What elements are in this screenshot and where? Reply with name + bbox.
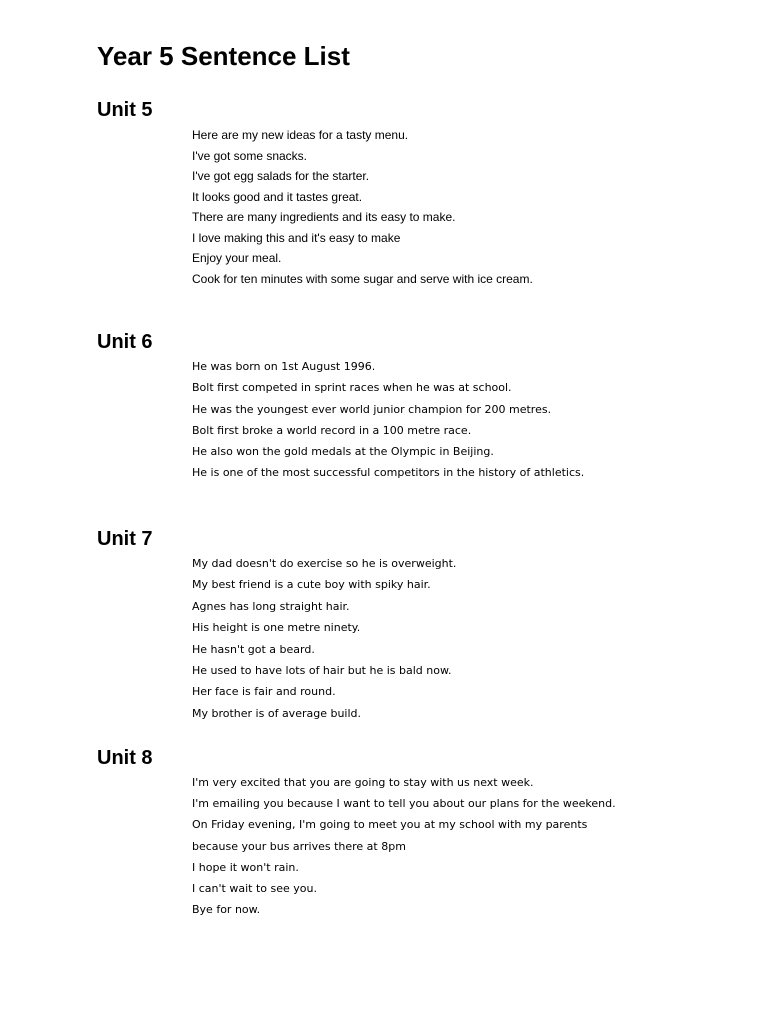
sentence: He also won the gold medals at the Olympic in Beijing. [192, 445, 494, 459]
sentence: I've got some snacks. [192, 148, 308, 163]
unit-7-heading: Unit 7 [97, 528, 153, 550]
sentence: He was born on 1st August 1996. [192, 360, 376, 373]
sentence: Cook for ten minutes with some sugar and serve with ice cream. [192, 271, 533, 286]
sentence: I hope it won't rain. [192, 860, 299, 874]
sentence: It looks good and it tastes great. [192, 189, 363, 204]
sentence: He was the youngest ever world junior champion for 200 metres. [192, 402, 552, 416]
sentence: There are many ingredients and its easy to make. [192, 210, 456, 224]
sentence: Bolt first broke a world record in a 100 metre race. [192, 423, 472, 437]
sentence: I've got egg salads for the starter. [192, 169, 370, 183]
sentence: My brother is of average build. [192, 706, 362, 720]
sentence: My dad doesn't do exercise so he is overweight. [192, 557, 457, 570]
sentence: Bolt first competed in sprint races when he was at school. [192, 381, 512, 395]
sentence: Her face is fair and round. [192, 685, 336, 699]
sentence: He is one of the most successful competitors in the history of athletics. [192, 466, 585, 480]
sentence: His height is one metre ninety. [192, 621, 361, 635]
sentence: He used to have lots of hair but he is bald now. [192, 664, 452, 678]
unit-6-sentence-list [192, 356, 584, 484]
sentence: I'm emailing you because I want to tell you about our plans for the weekend. [192, 797, 616, 811]
unit-5-sentence-list [192, 125, 533, 289]
unit-6-heading: Unit 6 [97, 331, 153, 353]
unit-8-sentence-list [192, 772, 616, 920]
sentence: I love making this and it's easy to make [192, 230, 401, 245]
sentence: I'm very excited that you are going to stay with us next week. [192, 776, 534, 789]
sentence: On Friday evening, I'm going to meet you at my school with my parents [192, 818, 588, 832]
page-title: Year 5 Sentence List [97, 41, 350, 71]
sentence: Bye for now. [192, 903, 261, 917]
unit-7-sentence-list [192, 553, 456, 724]
sentence: My best friend is a cute boy with spiky hair. [192, 578, 431, 592]
unit-5-heading: Unit 5 [97, 99, 153, 121]
sentence: I can't wait to see you. [192, 882, 317, 896]
sentence: Agnes has long straight hair. [192, 599, 350, 613]
unit-8-heading: Unit 8 [97, 747, 153, 769]
sentence: Enjoy your meal. [192, 251, 282, 265]
sentence: Here are my new ideas for a tasty menu. [192, 128, 409, 142]
sentence: He hasn't got a beard. [192, 642, 315, 656]
sentence: because your bus arrives there at 8pm [192, 839, 406, 853]
